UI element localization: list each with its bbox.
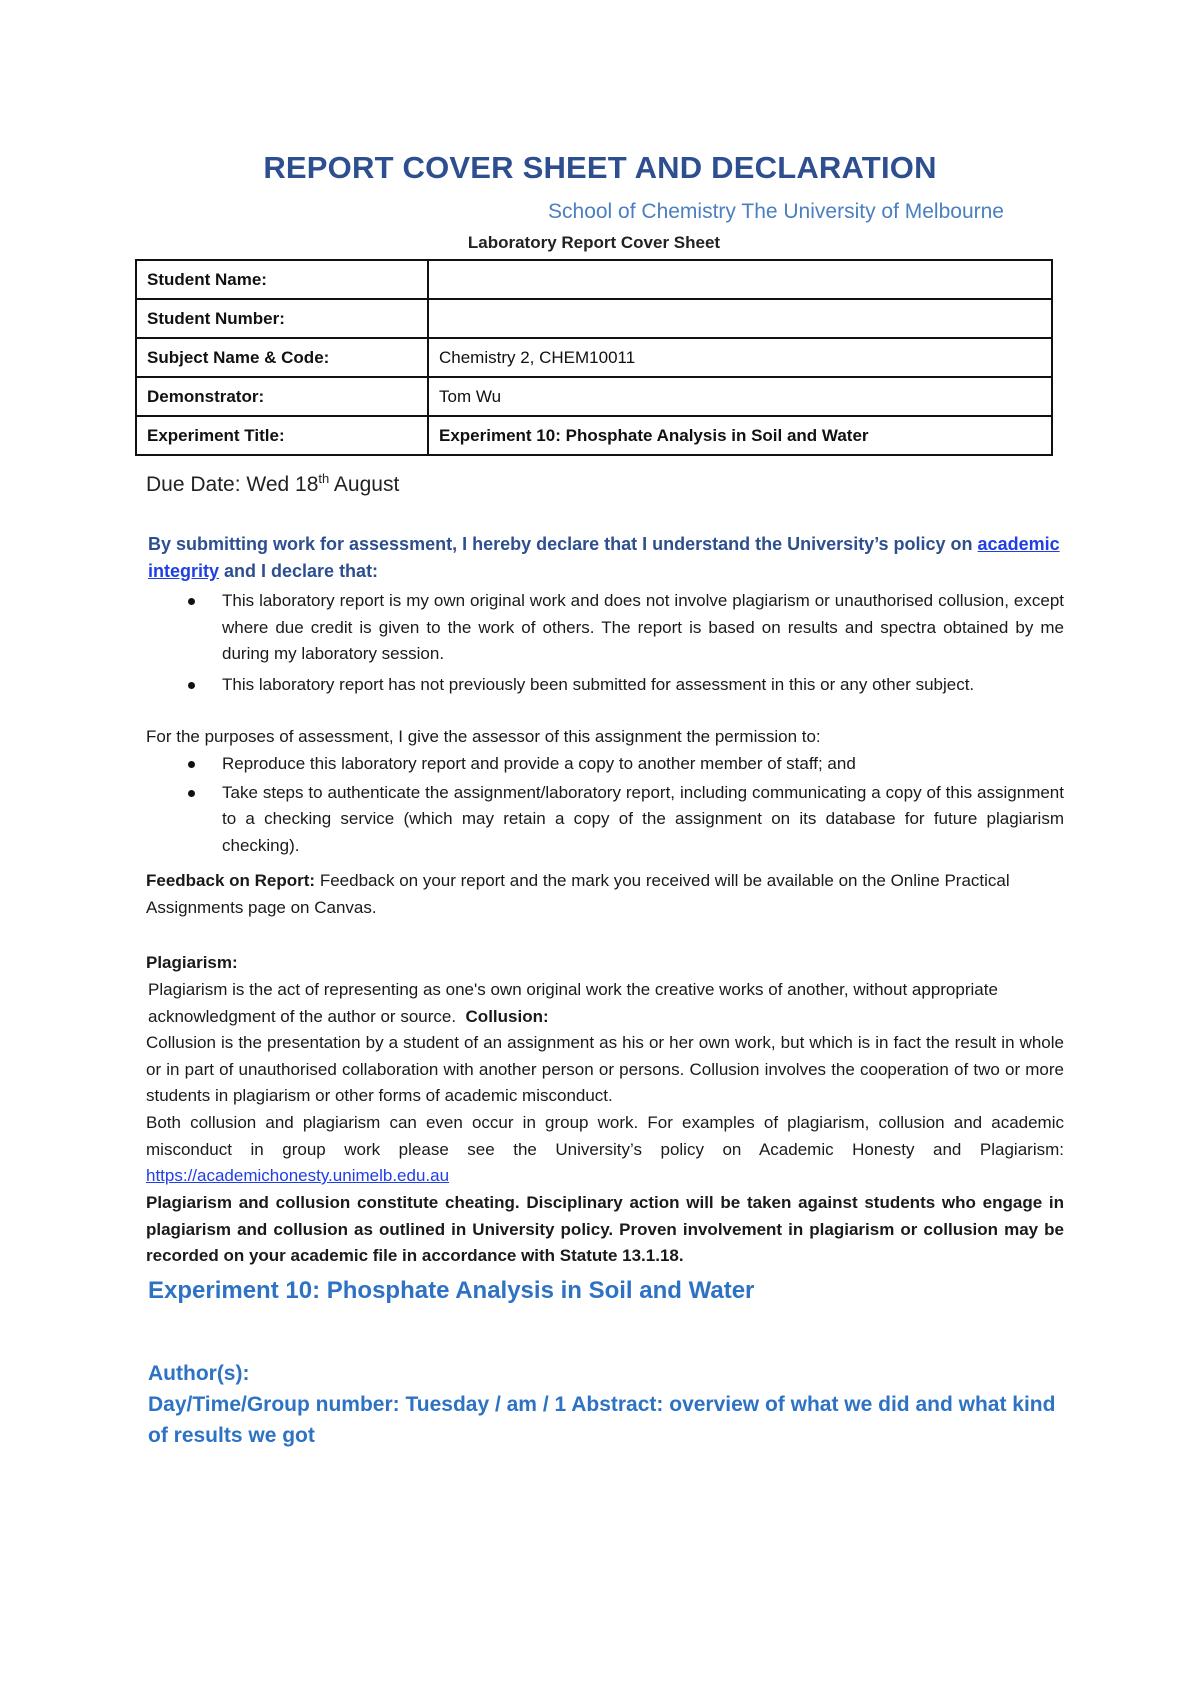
plagiarism-definition-text: Plagiarism is the act of representing as one's own original work the creative works of another, without appropriate acknowledgment of the author or source. (148, 980, 998, 1026)
table-row (136, 260, 1052, 299)
due-date-prefix: Due Date: Wed 18 (146, 473, 319, 496)
student-name-label: Student Name: (136, 260, 428, 299)
collusion-heading: Collusion: (465, 1006, 549, 1026)
plagiarism-definition (148, 977, 1066, 1030)
table-row (136, 299, 1052, 338)
demonstrator-value[interactable]: Tom Wu (428, 377, 1052, 416)
declaration-statement (148, 531, 1068, 585)
due-date-sup: th (318, 471, 330, 486)
bullet-icon (188, 682, 195, 689)
bullet-icon (188, 598, 195, 605)
table-row (136, 338, 1052, 377)
author-section (148, 1358, 1068, 1451)
declaration-text-end: and I declare that: (219, 561, 379, 581)
permission-intro: For the purposes of assessment, I give the assessor of this assignment the permission to: (146, 727, 821, 746)
group-work-paragraph (146, 1110, 1064, 1190)
plagiarism-heading-text: Plagiarism: (146, 953, 238, 972)
permission-list (146, 751, 1064, 859)
cheating-warning: Plagiarism and collusion constitute cheating. Disciplinary action will be taken against students who engage in plagiarism and collusion as outlined in University policy. Proven involvement in plagiarism or collusion may be recorded on your academic file in accordance with Statute 13.1.18. (146, 1193, 1064, 1265)
experiment-heading: Experiment 10: Phosphate Analysis in Soil and Water (148, 1277, 755, 1304)
feedback-text: Feedback on your report and the mark you received will be available on the Online Practical Assignments page on Canvas. (146, 871, 1010, 917)
list-item-text: Reproduce this laboratory report and provide a copy to another member of staff; and (222, 754, 856, 773)
academic-integrity-link[interactable]: academic integrity (148, 534, 1060, 581)
group-work-text: Both collusion and plagiarism can even occur in group work. For examples of plagiarism, collusion and academic misconduct in group work please see the University’s policy on Academic Honesty and Plagiarism: (146, 1113, 1064, 1159)
table-row (136, 416, 1052, 455)
list-item (146, 751, 1064, 778)
academic-honesty-link[interactable]: https://academichonesty.unimelb.edu.au (146, 1166, 450, 1185)
student-name-field[interactable] (428, 260, 1052, 299)
declaration-text-start: By submitting work for assessment, I hereby declare that I understand the University’s policy on (148, 534, 978, 554)
table-title: Laboratory Report Cover Sheet (467, 233, 721, 252)
demonstrator-label: Demonstrator: (136, 377, 428, 416)
list-item-text: Take steps to authenticate the assignment/laboratory report, including communicating a copy of this assignment to a checking service (which may retain a copy of the assignment on its database for future plagiarism checking). (222, 782, 1064, 855)
collusion-paragraph: Collusion is the presentation by a student of an assignment as his or her own work, but which is in fact the result in whole or in part of unauthorised collaboration with another person or persons. Collusion involves the cooperation of two or more students in plagiarism or other forms of academic misconduct. (146, 1033, 1064, 1105)
subject-label: Subject Name & Code: (136, 338, 428, 377)
plagiarism-heading (146, 950, 1064, 977)
list-item (146, 780, 1064, 860)
student-number-label: Student Number: (136, 299, 428, 338)
list-item-text: This laboratory report is my own original work and does not involve plagiarism or unauthorised collusion, except where due credit is given to the work of others. The report is based on results and spectra obtained by me during my laboratory session. (222, 591, 1064, 663)
list-item (146, 672, 1064, 699)
list-item-text: This laboratory report has not previously been submitted for assessment in this or any other subject. (222, 674, 975, 694)
feedback-label: Feedback on Report: (146, 871, 316, 890)
list-item (146, 588, 1064, 668)
bullet-icon (188, 790, 195, 797)
due-date (146, 471, 399, 497)
student-number-field[interactable] (428, 299, 1052, 338)
subject-value[interactable]: Chemistry 2, CHEM10011 (428, 338, 1052, 377)
page-title: REPORT COVER SHEET AND DECLARATION (263, 150, 937, 185)
page-subtitle: School of Chemistry The University of Melbourne (548, 200, 1004, 223)
due-date-suffix: August (329, 473, 400, 496)
declaration-list (146, 588, 1064, 698)
experiment-title-label: Experiment Title: (136, 416, 428, 455)
group-line: Day/Time/Group number: Tuesday / am / 1 Abstract: overview of what we did and what kind of results we got (148, 1393, 1056, 1447)
cover-sheet-table (135, 259, 1053, 456)
authors-label: Author(s): (148, 1362, 250, 1385)
bullet-icon (188, 761, 195, 768)
experiment-title-value[interactable]: Experiment 10: Phosphate Analysis in Soil and Water (428, 416, 1052, 455)
feedback-paragraph (146, 868, 1064, 921)
table-row (136, 377, 1052, 416)
